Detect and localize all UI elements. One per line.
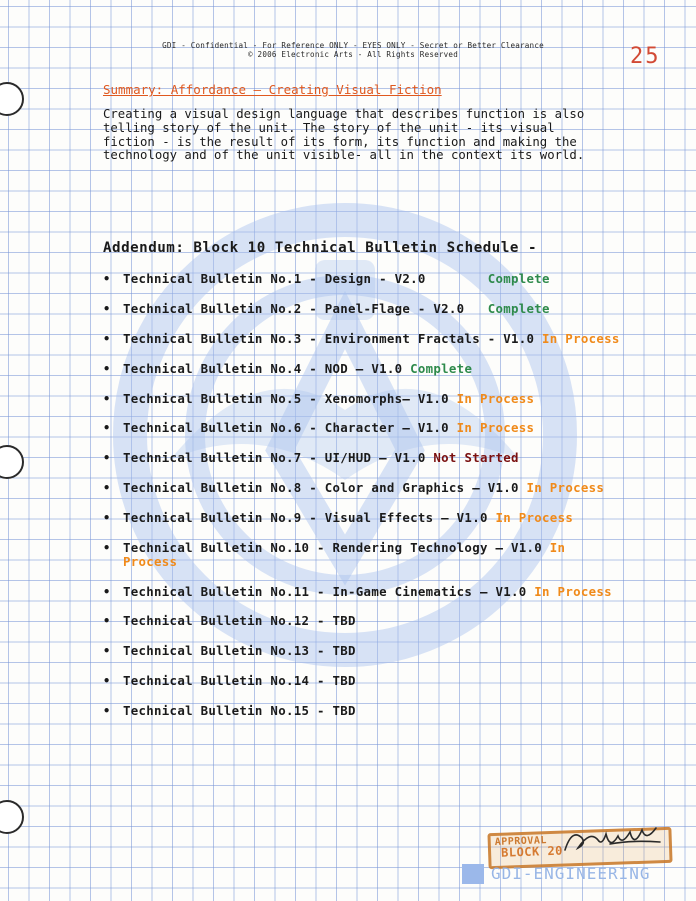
- bullet-icon: •: [103, 704, 111, 718]
- gdi-engineering-brand: GDI-ENGINEERING: [491, 864, 651, 883]
- signature-icon: [560, 820, 670, 860]
- bulletin-item: [103, 392, 663, 406]
- page-number: 25: [630, 44, 661, 69]
- bulletin-text: Technical Bulletin No.8 - Color and Graphics – V1.0: [123, 480, 527, 495]
- bulletin-text: Technical Bulletin No.12 - TBD: [123, 613, 356, 628]
- bullet-icon: •: [103, 272, 111, 286]
- summary-line: fiction - is the result of its form, its function and making the: [103, 134, 577, 149]
- bulletin-status: In Process: [123, 540, 566, 569]
- bulletin-item: [103, 362, 663, 376]
- binder-hole-1: [0, 82, 24, 116]
- bulletin-status: Complete: [487, 301, 550, 316]
- bullet-icon: •: [103, 392, 111, 406]
- bullet-icon: •: [103, 541, 111, 555]
- summary-line: technology and of the unit visible- all in the context its world.: [103, 148, 585, 163]
- bulletin-status: Not Started: [433, 450, 519, 465]
- bulletin-text: Technical Bulletin No.10 - Rendering Technology – V1.0: [123, 540, 550, 555]
- bulletin-text: Technical Bulletin No.1 - Design - V2.0: [123, 271, 488, 286]
- bullet-icon: •: [103, 421, 111, 435]
- bullet-icon: •: [103, 362, 111, 376]
- bulletin-item: [103, 674, 663, 688]
- bulletin-item: [103, 644, 663, 658]
- summary-line: telling story of the unit. The story of the unit - its visual: [103, 120, 555, 135]
- engineering-mark-icon: [462, 864, 484, 884]
- bulletin-text: Technical Bulletin No.2 - Panel-Flage - V2.0: [123, 301, 488, 316]
- bulletin-item: [103, 614, 663, 628]
- bullet-icon: •: [103, 644, 111, 658]
- bulletin-status: In Process: [542, 331, 620, 346]
- summary-title: Summary: Affordance – Creating Visual Fiction: [103, 82, 442, 97]
- addendum-title: Addendum: Block 10 Technical Bulletin Schedule -: [103, 240, 537, 256]
- bulletin-item: [103, 511, 663, 525]
- bulletin-status: In Process: [534, 584, 612, 599]
- bulletin-item: [103, 704, 663, 718]
- bulletin-status: In Process: [495, 510, 574, 525]
- bulletin-item: [103, 302, 663, 316]
- bulletin-item: [103, 272, 663, 286]
- stamp-block-label: BLOCK 20: [500, 843, 564, 860]
- bulletin-item: [103, 421, 663, 435]
- bulletin-text: Technical Bulletin No.11 - In-Game Cinematics – V1.0: [123, 584, 535, 599]
- bulletin-text: Technical Bulletin No.6 - Character – V1.0: [123, 420, 457, 435]
- bulletin-text: Technical Bulletin No.7 - UI/HUD – V1.0: [123, 450, 434, 465]
- bulletin-item: [103, 332, 663, 346]
- stamp-approval-label: APPROVAL: [494, 835, 548, 848]
- bulletin-item: [103, 541, 663, 569]
- bulletin-text: Technical Bulletin No.5 - Xenomorphs– V1.0: [123, 391, 457, 406]
- bulletin-status: In Process: [456, 420, 535, 435]
- binder-hole-2: [0, 445, 24, 479]
- bullet-icon: •: [103, 585, 111, 599]
- bullet-icon: •: [103, 511, 111, 525]
- bullet-icon: •: [103, 674, 111, 688]
- bullet-icon: •: [103, 451, 111, 465]
- bulletin-text: Technical Bulletin No.13 - TBD: [123, 643, 356, 658]
- summary-line: Creating a visual design language that describes function is also: [103, 107, 585, 121]
- header-line-1: GDI - Confidential - For Reference ONLY - EYES ONLY - Secret or Better Clearance: [162, 41, 544, 50]
- header-line-2: © 2006 Electronic Arts - All Rights Reserved: [248, 50, 458, 59]
- bulletin-status: In Process: [526, 480, 605, 495]
- bullet-icon: •: [103, 614, 111, 628]
- bulletin-status: In Process: [456, 391, 535, 406]
- bulletin-text: Technical Bulletin No.9 - Visual Effects – V1.0: [123, 510, 496, 525]
- confidential-header: [60, 41, 646, 59]
- binder-hole-3: [0, 800, 24, 834]
- bulletin-text: Technical Bulletin No.4 - NOD – V1.0: [123, 361, 411, 376]
- bulletin-item: [103, 451, 663, 465]
- bulletin-item: [103, 481, 663, 495]
- bulletin-text: Technical Bulletin No.15 - TBD: [123, 703, 356, 718]
- summary-body: [103, 108, 648, 163]
- bullet-icon: •: [103, 302, 111, 316]
- bulletin-text: Technical Bulletin No.14 - TBD: [123, 673, 356, 688]
- bullet-icon: •: [103, 332, 111, 346]
- bulletin-item: [103, 585, 663, 599]
- bullet-icon: •: [103, 481, 111, 495]
- bulletin-status: Complete: [487, 271, 550, 286]
- bulletin-status: Complete: [410, 361, 473, 376]
- bulletin-text: Technical Bulletin No.3 - Environment Fractals - V1.0: [123, 331, 543, 346]
